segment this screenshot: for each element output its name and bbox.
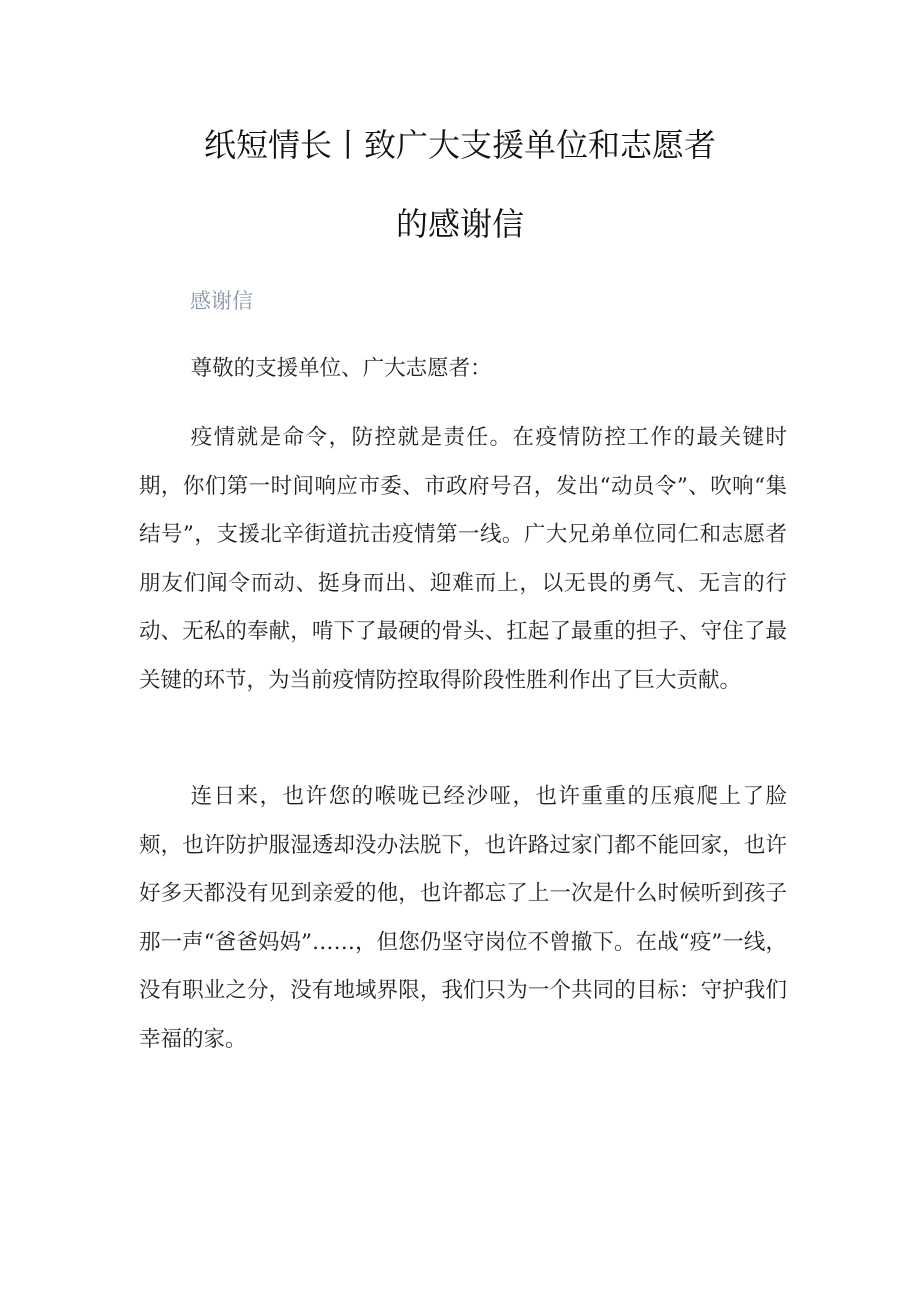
body-paragraph-2: 连日来，也许您的喉咙已经沙哑，也许重重的压痕爬上了脸颊，也许防护服湿透却没办法脱下，也许路过家门都不能回家，也许好多天都没有见到亲爱的他，也许都忘了上一次是什么时候听到孩子那一声“爸爸妈妈”……，但您仍坚守岗位不曾撤下。在战“疫”一线，没有职业之分，没有地域界限，我们只为一个共同的目标：守护我们幸福的家。 bbox=[139, 784, 787, 1052]
document-title-line-1: 纸短情长丨致广大支援单位和志愿者 bbox=[203, 126, 716, 164]
salutation: 尊敬的支援单位、广大志愿者： bbox=[190, 356, 492, 381]
body-paragraph-1: 疫情就是命令，防控就是责任。在疫情防控工作的最关键时期，你们第一时间响应市委、市政府号召，发出“动员令”、吹响“集结号”，支援北辛街道抗击疫情第一线。广大兄弟单位同仁和志愿者朋友们闻令而动、挺身而出、迎难而上，以无畏的勇气、无言的行动、无私的奉献，啃下了最硬的骨头、扛起了最重的担子、守住了最关键的环节，为当前疫情防控取得阶段性胜利作出了巨大贡献。 bbox=[139, 425, 787, 693]
document-title-line-2: 的感谢信 bbox=[395, 205, 524, 243]
document-subheading: 感谢信 bbox=[190, 289, 253, 313]
